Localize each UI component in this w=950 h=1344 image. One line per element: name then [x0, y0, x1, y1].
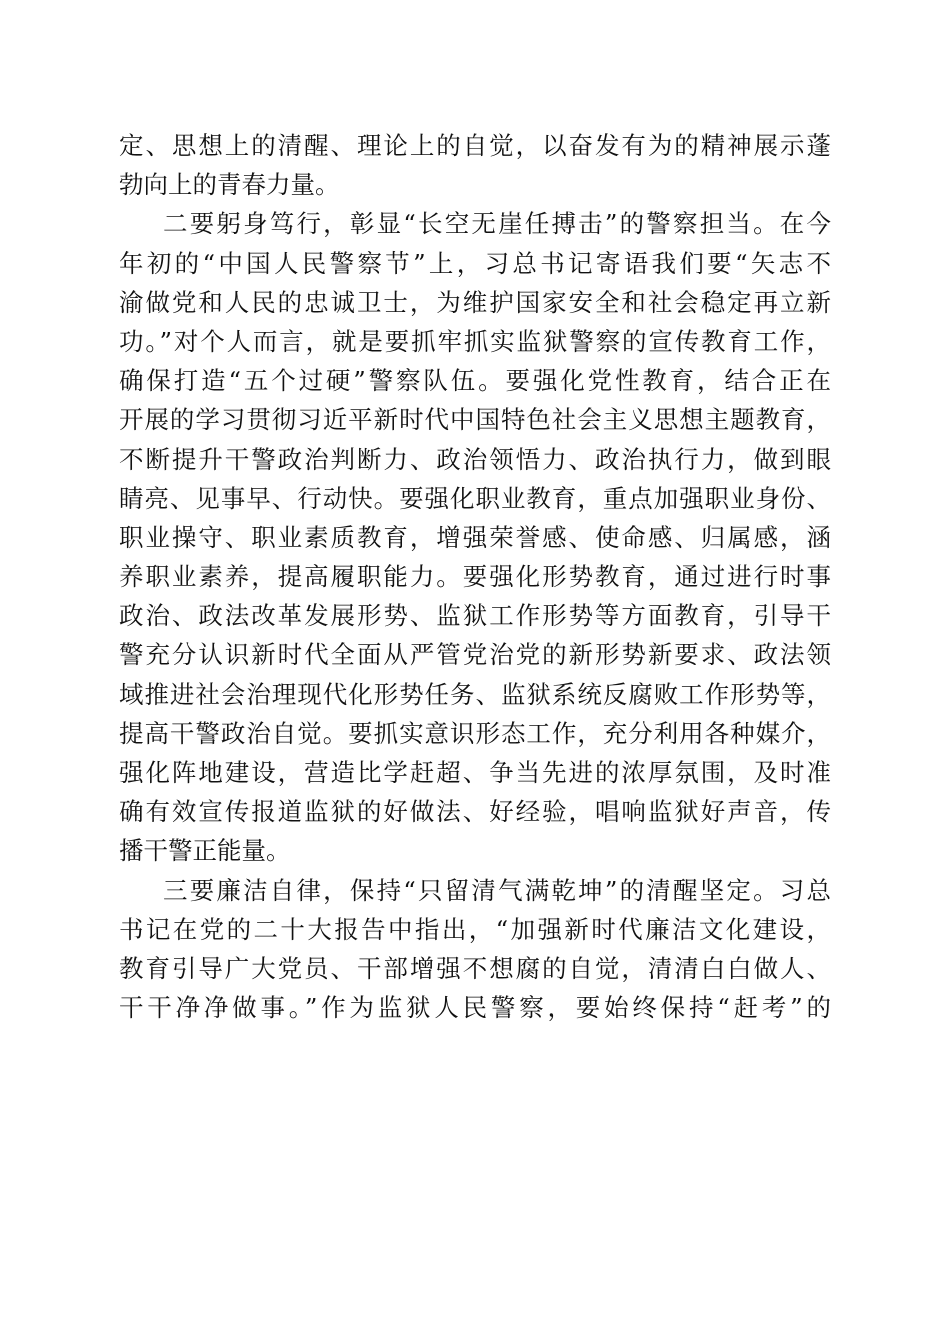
text-line: 教育引导广大党员、干部增强不想腐的自觉，清清白白做人、 — [119, 953, 831, 983]
text-line: 年初的“中国人民警察节”上，习总书记寄语我们要“矢志不 — [119, 248, 831, 278]
text-line: 睛亮、见事早、行动快。要强化职业教育，重点加强职业身份、 — [119, 483, 831, 513]
text-line: 定、思想上的清醒、理论上的自觉，以奋发有为的精神展示蓬 — [119, 131, 831, 160]
paragraph-third-requirement — [119, 871, 831, 1028]
text-line: 二要躬身笃行，彰显“长空无崖任搏击”的警察担当。在今 — [163, 209, 831, 239]
text-line: 功。”对个人而言，就是要抓牢抓实监狱警察的宣传教育工作， — [119, 326, 831, 356]
paragraph-second-requirement — [119, 204, 831, 870]
text-line: 职业操守、职业素质教育，增强荣誉感、使命感、归属感，涵 — [119, 522, 831, 552]
text-line: 不断提升干警政治判断力、政治领悟力、政治执行力，做到眼 — [119, 444, 831, 474]
text-line: 提高干警政治自觉。要抓实意识形态工作，充分利用各种媒介， — [119, 718, 831, 748]
text-line: 勃向上的青春力量。 — [119, 170, 340, 200]
text-line: 确保打造“五个过硬”警察队伍。要强化党性教育，结合正在 — [119, 366, 831, 396]
text-line: 警充分认识新时代全面从严管党治党的新形势新要求、政法领 — [119, 640, 831, 670]
text-line: 干干净净做事。”作为监狱人民警察，要始终保持“赶考”的 — [119, 993, 831, 1023]
text-line: 确有效宣传报道监狱的好做法、好经验，唱响监狱好声音，传 — [119, 797, 831, 827]
text-line: 强化阵地建设，营造比学赶超、争当先进的浓厚氛围，及时准 — [119, 758, 831, 787]
text-line: 开展的学习贯彻习近平新时代中国特色社会主义思想主题教育， — [119, 405, 831, 435]
text-line: 渝做党和人民的忠诚卫士，为维护国家安全和社会稳定再立新 — [119, 287, 831, 317]
document-body — [119, 126, 831, 1027]
text-line: 书记在党的二十大报告中指出，“加强新时代廉洁文化建设， — [119, 914, 831, 944]
text-line: 养职业素养，提高履职能力。要强化形势教育，通过进行时事 — [119, 562, 831, 592]
text-line: 三要廉洁自律，保持“只留清气满乾坤”的清醒坚定。习总 — [163, 875, 831, 905]
text-line: 播干警正能量。 — [119, 836, 291, 866]
text-line: 域推进社会治理现代化形势任务、监狱系统反腐败工作形势等， — [119, 679, 831, 709]
text-line: 政治、政法改革发展形势、监狱工作形势等方面教育，引导干 — [119, 601, 831, 631]
paragraph-continuation — [119, 126, 831, 204]
